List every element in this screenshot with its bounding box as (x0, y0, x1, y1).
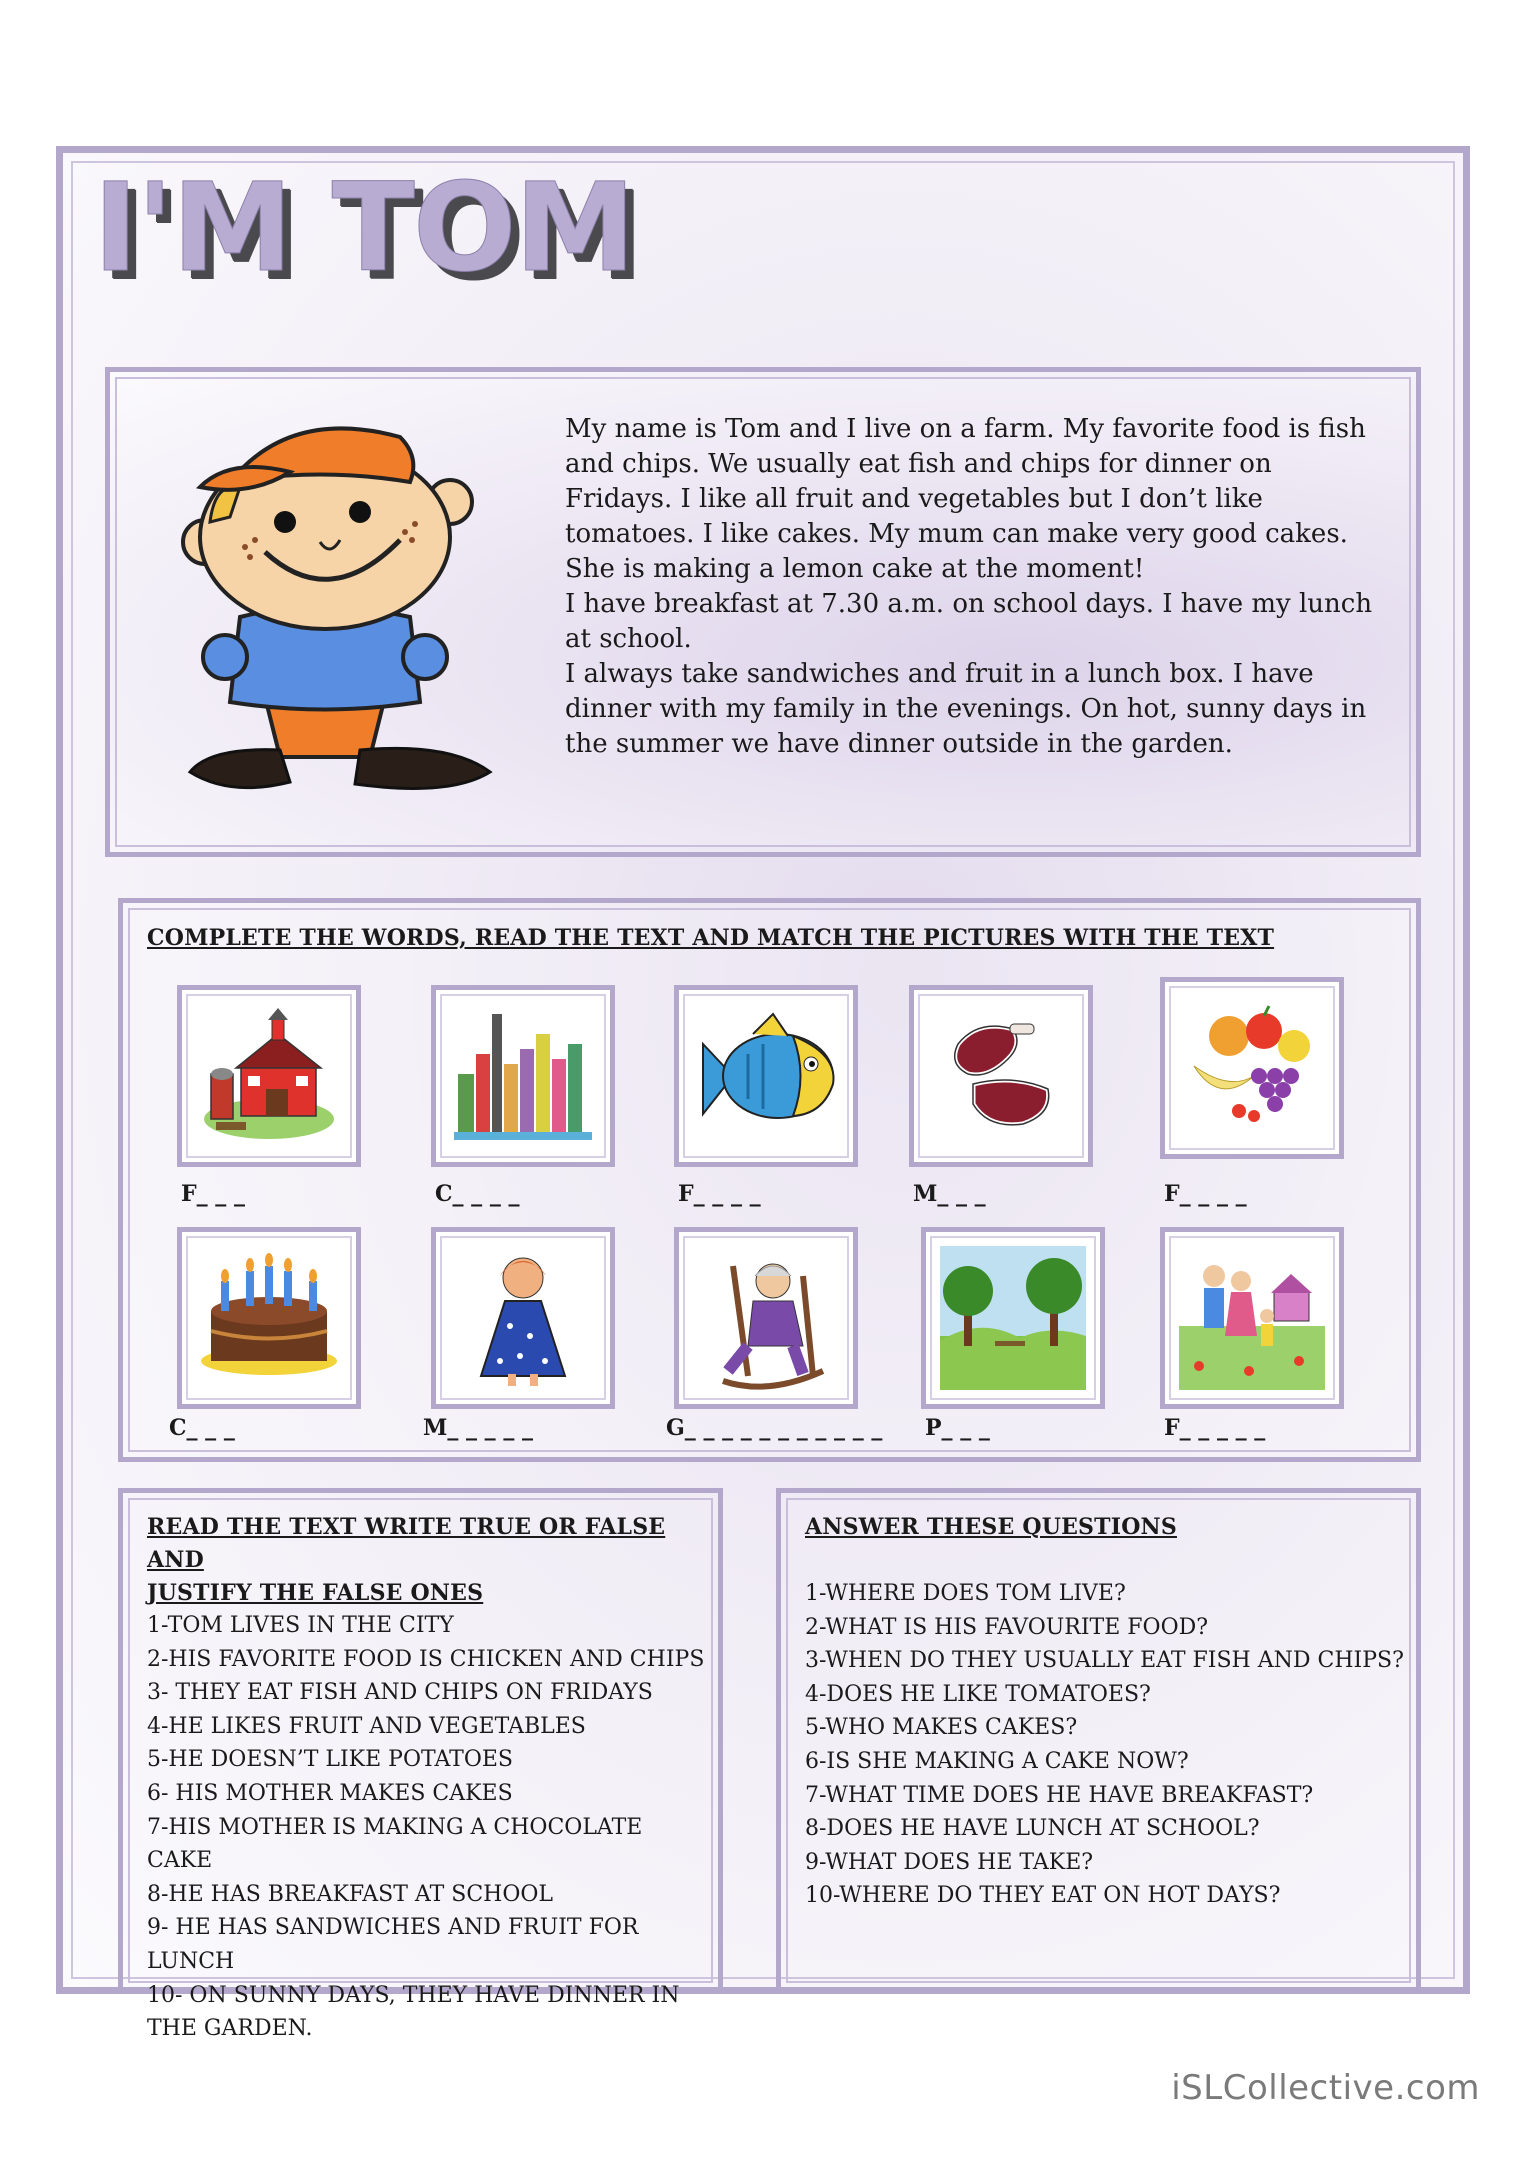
tom-boy-icon (170, 412, 510, 812)
true-false-heading-line: READ THE TEXT WRITE TRUE OR FALSE AND (147, 1514, 666, 1573)
list-item: 5-HE DOESN’T LIKE POTATOES (147, 1747, 514, 1773)
meat-icon (928, 1004, 1074, 1148)
matching-heading: COMPLETE THE WORDS, READ THE TEXT AND MATCH THE PICTURES WITH THE TEXT (147, 925, 1275, 951)
tile-label: F_ _ _ (181, 1181, 245, 1207)
story-paragraph: My name is Tom and I live on a farm. My favorite food is fish and chips. We usually eat fish and chips for dinner on Fridays. I like all fruit and vegetables but I don’t like tomatoes. I like cakes. My mum can make very good cakes. She is making a lemon cake at the moment! (565, 414, 1366, 584)
list-item: 4-HE LIKES FRUIT AND VEGETABLES (147, 1713, 586, 1739)
list-item: 8-DOES HE HAVE LUNCH AT SCHOOL? (805, 1816, 1260, 1842)
true-false-box (118, 1488, 723, 2042)
farm-icon (196, 1004, 342, 1148)
tile-label: F_ _ _ _ (1164, 1181, 1247, 1207)
list-item: 4-DOES HE LIKE TOMATOES? (805, 1681, 1151, 1707)
list-item: 5-WHO MAKES CAKES? (805, 1715, 1078, 1741)
picture-tile-meat (909, 985, 1093, 1167)
family-icon (1179, 1246, 1325, 1390)
list-item: 2-HIS FAVORITE FOOD IS CHICKEN AND CHIPS (147, 1646, 705, 1672)
true-false-heading (147, 1511, 718, 1610)
page-title: I'M TOM (93, 157, 634, 299)
fish-icon (693, 1004, 839, 1148)
list-item: 7-HIS MOTHER IS MAKING A CHOCOLATE CAKE (147, 1814, 643, 1874)
picture-tile-farm (177, 985, 361, 1167)
list-item: 8-HE HAS BREAKFAST AT SCHOOL (147, 1881, 554, 1907)
picture-tile-grandmother (674, 1227, 858, 1409)
questions-list (805, 1577, 1405, 1913)
true-false-heading-line: JUSTIFY THE FALSE ONES (147, 1580, 484, 1606)
picture-tile-mother (431, 1227, 615, 1409)
list-item: 6-IS SHE MAKING A CAKE NOW? (805, 1748, 1189, 1774)
tile-label: M_ _ _ _ _ (423, 1415, 533, 1441)
story-box (105, 367, 1421, 857)
tile-label: C_ _ _ (169, 1415, 235, 1441)
city-icon (450, 1004, 596, 1148)
list-item: 1-WHERE DOES TOM LIVE? (805, 1581, 1126, 1606)
questions-heading: ANSWER THESE QUESTIONS (805, 1514, 1177, 1540)
list-item: 7-WHAT TIME DOES HE HAVE BREAKFAST? (805, 1782, 1314, 1808)
grandmother-icon (693, 1246, 839, 1390)
questions-box (776, 1488, 1421, 1993)
picture-tile-cake (177, 1227, 361, 1409)
true-false-list (147, 1609, 707, 2046)
picture-tile-park (921, 1227, 1105, 1409)
story-paragraph: I have breakfast at 7.30 a.m. on school days. I have my lunch at school. (565, 589, 1373, 654)
list-item: 6- HIS MOTHER MAKES CAKES (147, 1780, 513, 1806)
mother-icon (450, 1246, 596, 1390)
worksheet-frame (56, 146, 1470, 2042)
tile-label: M_ _ _ (913, 1181, 986, 1207)
list-item: 3- THEY EAT FISH AND CHIPS ON FRIDAYS (147, 1680, 653, 1706)
tile-label: P_ _ _ (925, 1415, 990, 1441)
matching-box (118, 898, 1421, 1462)
list-item: 10-WHERE DO THEY EAT ON HOT DAYS? (805, 1883, 1281, 1909)
picture-tile-fish (674, 985, 858, 1167)
tile-label: C_ _ _ _ (435, 1181, 520, 1207)
tile-label: F_ _ _ _ _ (1164, 1415, 1266, 1441)
picture-tile-city (431, 985, 615, 1167)
cake-icon (196, 1246, 342, 1390)
story-paragraph: I always take sandwiches and fruit in a lunch box. I have dinner with my family in the evenings. On hot, sunny days in the summer we have dinner outside in the garden. (565, 659, 1367, 759)
list-item: 10- ON SUNNY DAYS, THEY HAVE DINNER IN THE GARDEN. (147, 1982, 680, 2042)
list-item: 2-WHAT IS HIS FAVOURITE FOOD? (805, 1614, 1209, 1640)
watermark: iSLCollective.com (1171, 2068, 1480, 2108)
list-item: 9- HE HAS SANDWICHES AND FRUIT FOR LUNCH (147, 1915, 639, 1974)
story-text (565, 412, 1380, 762)
picture-tile-fruit (1160, 977, 1344, 1159)
park-icon (940, 1246, 1086, 1390)
list-item: 3-WHEN DO THEY USUALLY EAT FISH AND CHIPS? (805, 1648, 1404, 1674)
picture-tile-family (1160, 1227, 1344, 1409)
tile-label: F_ _ _ _ (678, 1181, 761, 1207)
tile-label: G_ _ _ _ _ _ _ _ _ _ _ (666, 1415, 883, 1441)
fruit-icon (1179, 996, 1325, 1140)
list-item: 9-WHAT DOES HE TAKE? (805, 1849, 1094, 1875)
list-item: 1-TOM LIVES IN THE CITY (147, 1613, 454, 1638)
